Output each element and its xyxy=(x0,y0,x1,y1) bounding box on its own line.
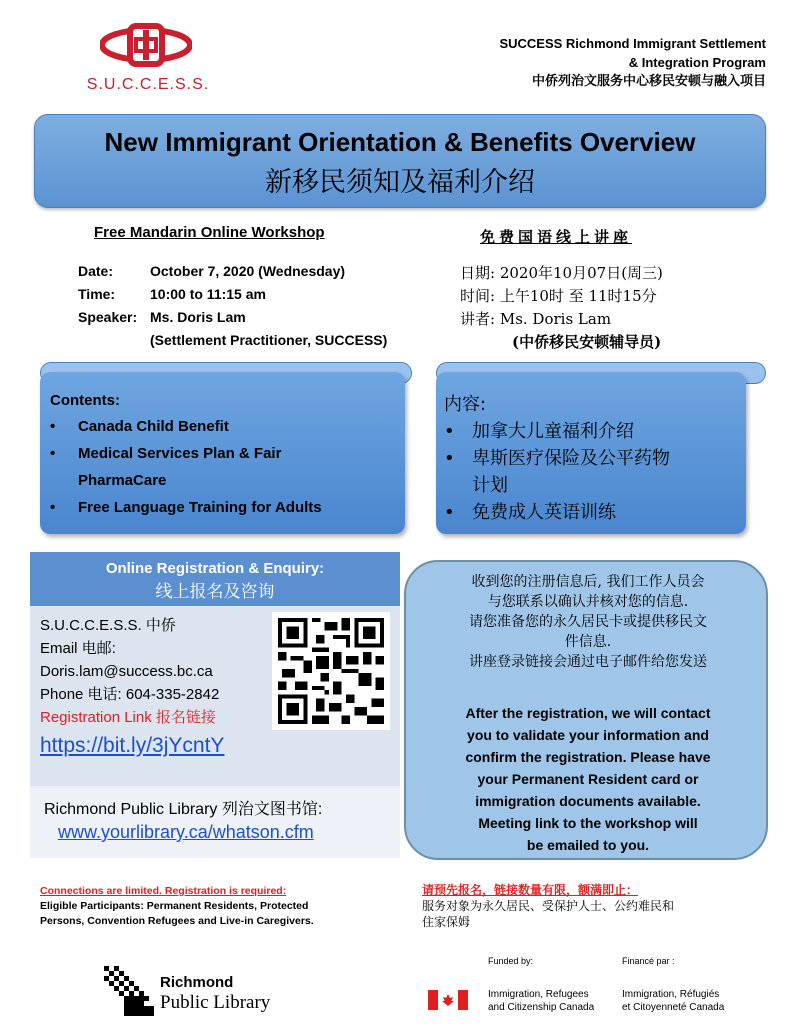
eligibility-zh: 请预先报名，链接数量有限，额满即止： 服务对象为永久居民、受保护人士、公约难民和 住家保姆 xyxy=(422,883,675,929)
workshop-title-zh: 免费国语线上讲座 xyxy=(480,228,633,246)
list-item: • 卑斯医疗保险及公平药物 xyxy=(444,448,670,469)
registration-link[interactable]: https://bit.ly/3jYcntY xyxy=(40,734,225,757)
registration-header: Online Registration & Enquiry: 线上报名及咨询 xyxy=(30,552,400,606)
page-title: New Immigrant Orientation & Benefits Overview xyxy=(104,127,696,157)
contents-panel xyxy=(40,372,405,534)
registration-link-label: Registration Link 报名链接 xyxy=(40,709,216,726)
title-banner xyxy=(34,114,766,208)
eligibility-en: Connections are limited. Registration is required: Eligible Participants: Permanent Residents, Protected Persons, Convention Refugees and Live-in Caregivers. xyxy=(40,885,314,927)
program-name: SUCCESS Richmond Immigrant Settlement & Integration Program 中侨列治文服务中心移民安顿与融入项目 xyxy=(499,36,766,89)
registration-details: S.U.C.C.E.S.S. 中侨 Email 电邮: Doris.lam@success.bc.ca Phone 电话: 604-335-2842 Registration Link 报名链接 xyxy=(40,614,219,729)
library-name: Richmond xyxy=(160,974,234,991)
list-item: • Medical Services Plan & Fair xyxy=(50,445,282,462)
workshop-details: Date: October 7, 2020 (Wednesday) Time: 10:00 to 11:15 am Speaker: Ms. Doris Lam (Settlement Practitioner, SUCCESS) xyxy=(78,263,388,348)
page-title-zh: 新移民须知及福利介绍 xyxy=(265,167,535,198)
list-item: 计划 xyxy=(472,475,508,496)
ircc-fr: Immigration, Réfugiés et Citoyenneté Canada xyxy=(622,989,725,1013)
confirmation-note-zh: 收到您的注册信息后, 我们工作人员会 与您联系以确认并核对您的信息. 请您准备您的永久居民卡或提供移民文 件信息. 讲座登录链接会通过电子邮件给您发送 xyxy=(469,574,707,670)
library-logo-icon xyxy=(104,966,154,1016)
workshop-title: Free Mandarin Online Workshop xyxy=(94,224,325,241)
list-item: • Free Language Training for Adults xyxy=(50,499,322,516)
list-item: • 免费成人英语训练 xyxy=(444,502,616,523)
contents-panel-zh xyxy=(436,372,746,534)
success-logo-icon xyxy=(100,22,192,68)
list-item: • Canada Child Benefit xyxy=(50,418,229,435)
ircc-en: Immigration, Refugees and Citizenship Canada xyxy=(488,989,595,1013)
email-link[interactable]: Doris.lam@success.bc.ca xyxy=(40,663,213,680)
library-link[interactable]: www.yourlibrary.ca/whatson.cfm xyxy=(58,822,314,842)
contents-heading: Contents: xyxy=(50,392,120,409)
contents-heading-zh: 内容: xyxy=(444,394,487,415)
workshop-details-zh: 日期: 2020年10月07日(周三) 时间: 上午10时 至 11时15分 讲者: Ms. Doris Lam (中侨移民安顿辅导员) xyxy=(460,264,663,351)
list-item: • 加拿大儿童福利介绍 xyxy=(444,421,634,442)
list-item: PharmaCare xyxy=(78,472,167,489)
library-label: Richmond Public Library 列治文图书馆: xyxy=(44,801,323,818)
logo-text: S.U.C.C.E.S.S. xyxy=(86,76,210,93)
funder-block: Funded by: Financé par : Immigration, Refugees and Citizenship Canada Immigration, Réfugiés et Citoyenneté Canada xyxy=(426,956,748,1022)
library-name-2: Public Library xyxy=(160,992,271,1013)
confirmation-note-en: After the registration, we will contact you to validate your information and confirm the registration. Please have your Permanent Resident card or immigration documents available. Meeting link to the workshop will be emailed to you. xyxy=(465,705,711,853)
canada-flag-icon xyxy=(428,990,468,1010)
qr-code-icon[interactable] xyxy=(272,612,390,730)
